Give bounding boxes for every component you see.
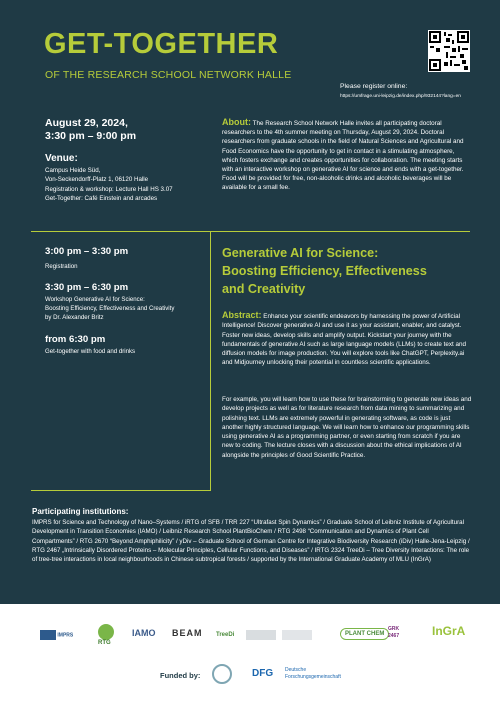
- abstract-section: [222, 311, 472, 368]
- event-time: 3:30 pm – 9:00 pm: [45, 130, 137, 142]
- schedule-text: Boosting Efficiency, Effectiveness and Creativity: [45, 305, 175, 312]
- about-text: The Research School Network Halle invites all participating doctoral researchers to the 4th summer meeting on Thursday, August 29, 2024. Doctoral researchers from graduate schools in the field of Natural Sciences and Agricultural and Food Economics have the opportunity to get in contact in a stimulating atmosphere, which fosters exchange and creates opportunities for collaboration. The meeting starts with an interactive workshop on generative AI for science and ends with a get-together. Food will be provided for free, non-alcoholic drinks and alcoholic beverages will be available for a small fee.: [222, 120, 464, 192]
- ingra-logo: InGrA: [432, 624, 466, 638]
- institution-logo-icon: [246, 630, 276, 640]
- schedule-text: Registration: [45, 263, 78, 270]
- about-section: [222, 118, 472, 193]
- schedule-time: 3:00 pm – 3:30 pm: [45, 246, 129, 257]
- event-date: August 29, 2024,: [45, 117, 128, 129]
- venue-line: Von-Seckendorff-Platz 1, 06120 Halle: [45, 176, 149, 184]
- institutions-title: Participating institutions:: [32, 507, 129, 516]
- treedi-logo: TreeDi: [216, 632, 235, 638]
- register-label: Please register online:: [340, 83, 408, 90]
- workshop-title-line: Generative AI for Science:: [222, 246, 379, 260]
- plantchem-logo: PLANT CHEM: [340, 628, 389, 640]
- funded-by-label: Funded by:: [160, 671, 201, 680]
- page-subtitle: OF THE RESEARCH SCHOOL NETWORK HALLE: [45, 69, 292, 81]
- workshop-title-line: Boosting Efficiency, Effectiveness: [222, 264, 427, 278]
- qr-code-icon[interactable]: [428, 30, 470, 72]
- workshop-title-line: and Creativity: [222, 282, 306, 296]
- schedule-text: Get-together with food and drinks: [45, 348, 136, 355]
- divider: [31, 490, 211, 491]
- dfg-logo: DFG: [252, 668, 274, 679]
- schedule-time: 3:30 pm – 6:30 pm: [45, 282, 129, 293]
- about-label: About:: [222, 117, 251, 127]
- workshop-title: [222, 244, 472, 298]
- schedule-item: [45, 246, 128, 271]
- venue-title: Venue:: [45, 153, 78, 164]
- venue-line: Campus Heide Süd,: [45, 167, 101, 174]
- rtg-logo: RTG: [98, 624, 114, 646]
- venue-line: Registration & workshop: Lecture Hall HS 3.07: [45, 185, 173, 193]
- schedule-time: from 6:30 pm: [45, 334, 106, 345]
- iamo-logo: IAMO: [132, 628, 156, 638]
- schedule-item: [45, 334, 135, 356]
- dfg-logo-text: [285, 667, 341, 680]
- funder-seal-icon: [212, 664, 232, 684]
- imprs-logo: IMPRS: [40, 630, 73, 640]
- schedule-text: Workshop Generative AI for Science:: [45, 296, 145, 303]
- dfg-text-line: Forschungsgemeinschaft: [285, 673, 341, 680]
- abstract-text: Enhance your scientific endeavors by harnessing the power of Artificial Intelligence! Discover generative AI and use it as your assistant, enabler, and catalyst. Foster new ideas, develop skills and amplify output. Kickstart your journey with the fundamentals of generative AI such as large language models (LLMs) to create text and diffusion models for image production. You will explore tools like ChatGPT, Perplexity.ai and Midjourney unlocking their potential in countless scientific applications.: [222, 313, 466, 367]
- venue-details: [45, 166, 173, 203]
- institutions-text: IMPRS for Science and Technology of Nano–Systems / iRTG of SFB / TRR 227 “Ultrafast Spin Dynamics” / Graduate School of Leibniz Institute of Agricultural Development in Transition Economies (IAMO) / Leibniz Research School PlantBioChem / RTG 2498 “Communication and Dynamics of Plant Cell Compartments” / RTG 2670 “Beyond Amphiphilicity” / yDiv – Graduate School of German Centre for Integrative Biodiversity Research (iDiv) Halle-Jena-Leipzig / RTG 2467 „Intrinsically Disordered Proteins – Molecular Principles, Cellular Functions, and Diseases” / IRTG 2324 TreeDi – Tree Diversity Interactions: The role of tree-tree interactions in local neighbourhoods in Chinese subtropical forests / supported by the International Graduate Academy of MLU (InGrA): [32, 519, 470, 564]
- grk-logo: GRK 2467: [388, 626, 400, 639]
- logo-strip: [40, 624, 470, 652]
- divider: [210, 231, 211, 490]
- schedule-text: by Dr. Alexander Britz: [45, 314, 104, 321]
- abstract-label: Abstract:: [222, 310, 262, 320]
- register-link[interactable]: https://umfrage.uni-leipzig.de/index.php/932144?lang=en: [340, 94, 461, 99]
- beam-logo: BEAM: [172, 628, 203, 638]
- page-title: GET-TOGETHER: [44, 28, 279, 60]
- dfg-text-line: Deutsche: [285, 667, 307, 673]
- abstract-text-2: For example, you will learn how to use these for brainstorming to generate new ideas and develop projects as well as for literature research from data mining to summarizing and polishing text. LLMs are extremely powerful in generating software, as code is just another highly structured language. We will learn how to enhance our programming skills using generative AI as a programming partner, or even starting from scratch if you are new to coding. The lecture closes with a discussion about the ethical implications of AI alongside the principles of Good Scientific Practice.: [222, 396, 472, 459]
- institution-logo-icon: [282, 630, 312, 640]
- venue-line: Get-Together: Café Einstein and arcades: [45, 194, 158, 202]
- divider: [31, 231, 470, 232]
- event-date-block: [45, 117, 136, 143]
- schedule-item: [45, 282, 174, 322]
